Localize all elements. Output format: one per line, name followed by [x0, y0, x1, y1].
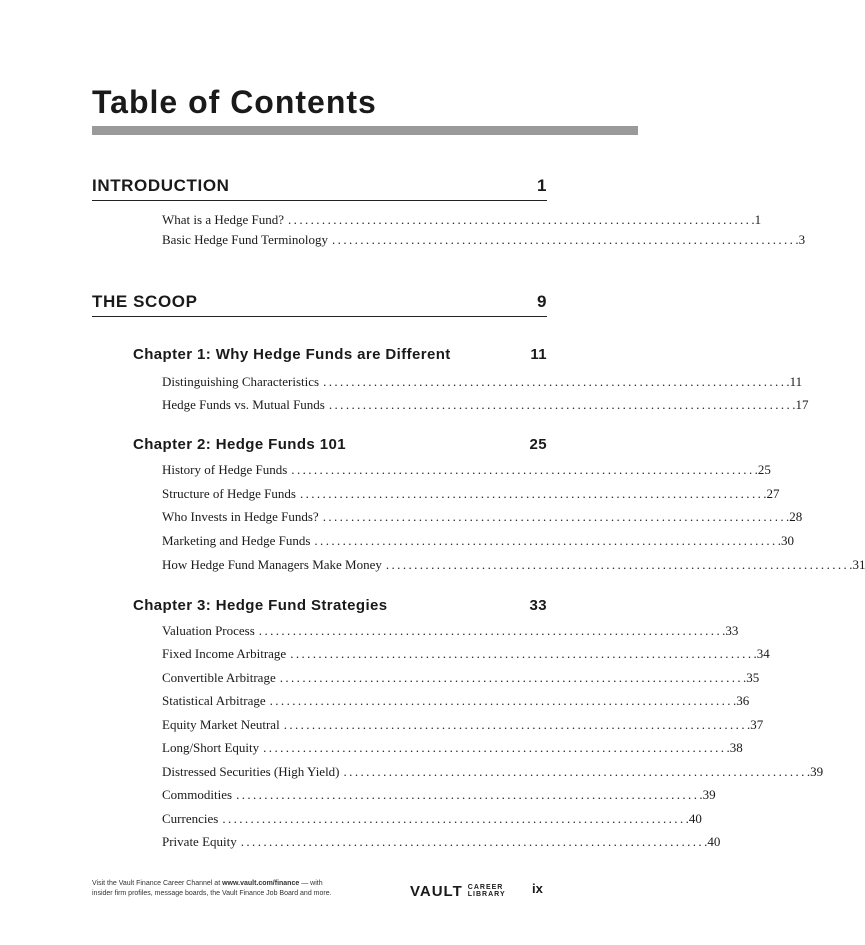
- entry-title: Statistical Arbitrage: [162, 693, 266, 708]
- entry-page: .34: [753, 646, 770, 661]
- footer-url-link[interactable]: www.vault.com/finance: [222, 880, 300, 887]
- chapter-page-number: 11: [530, 346, 547, 363]
- toc-entry[interactable]: [162, 645, 770, 663]
- entry-page: .33: [722, 623, 739, 638]
- toc-entry[interactable]: [162, 461, 771, 479]
- section-page-number: 9: [536, 292, 547, 311]
- entry-page: .39: [806, 764, 824, 779]
- leader-dots: ..................................................................................: [323, 374, 787, 389]
- entry-page: .17: [792, 397, 809, 412]
- footer-line1-pre: Visit the Vault Finance Career Channel at: [92, 880, 223, 887]
- entry-page: .11: [786, 374, 803, 389]
- entry-page: .35: [743, 670, 760, 685]
- entry-title: Basic Hedge Fund Terminology: [162, 232, 329, 247]
- entry-title: Currencies: [162, 811, 219, 826]
- toc-entry[interactable]: [162, 692, 750, 710]
- chapter-label: Chapter 3: Hedge Fund Strategies: [133, 597, 388, 614]
- entry-title: Long/Short Equity: [162, 740, 260, 755]
- toc-entry[interactable]: [162, 485, 780, 503]
- entry-title: Who Invests in Hedge Funds?: [162, 509, 319, 524]
- footer-line1-post: — with: [299, 880, 323, 887]
- entry-page: .36: [732, 693, 750, 708]
- brand-sub-career: CAREER: [467, 884, 504, 891]
- chapter-heading-1[interactable]: [133, 346, 547, 363]
- entry-title: What is a Hedge Fund?: [162, 212, 285, 227]
- entry-page: .3: [795, 232, 806, 247]
- leader-dots: ..................................................................................: [263, 740, 727, 755]
- toc-entry[interactable]: [162, 532, 794, 550]
- section-heading-introduction[interactable]: [92, 176, 547, 201]
- entry-page: .25: [754, 462, 771, 477]
- entry-title: Equity Market Neutral: [162, 717, 280, 732]
- toc-entry[interactable]: [162, 669, 760, 687]
- toc-entry[interactable]: [162, 833, 721, 851]
- section-heading-the-scoop[interactable]: [92, 292, 547, 317]
- entry-page: .38: [726, 740, 743, 755]
- toc-entry[interactable]: [162, 716, 764, 734]
- toc-entry[interactable]: [162, 739, 743, 757]
- leader-dots: ..................................................................................: [258, 623, 723, 638]
- toc-entry[interactable]: [162, 763, 824, 781]
- section-label: INTRODUCTION: [92, 176, 230, 195]
- entry-title: Marketing and Hedge Funds: [162, 533, 311, 548]
- entry-page: .27: [763, 486, 780, 501]
- entry-title: History of Hedge Funds: [162, 462, 288, 477]
- toc-entry[interactable]: [162, 508, 803, 526]
- brand-name: VAULT: [410, 882, 463, 900]
- chapter-page-number: 33: [529, 597, 547, 614]
- leader-dots: ..................................................................................: [291, 462, 755, 477]
- entry-page: .30: [777, 533, 794, 548]
- leader-dots: ..................................................................................: [269, 693, 733, 708]
- leader-dots: ..................................................................................: [322, 509, 787, 524]
- chapter-heading-3[interactable]: [133, 597, 547, 614]
- leader-dots: ..................................................................................: [236, 787, 700, 802]
- leader-dots: ..................................................................................: [314, 533, 778, 548]
- leader-dots: ..................................................................................: [343, 764, 807, 779]
- leader-dots: ..................................................................................: [288, 212, 752, 227]
- chapter-heading-2[interactable]: [133, 436, 547, 453]
- toc-entry[interactable]: [162, 810, 702, 828]
- footer-text: [92, 879, 402, 899]
- toc-entry[interactable]: [162, 231, 806, 249]
- toc-entry[interactable]: [162, 786, 716, 804]
- toc-entry[interactable]: [162, 396, 809, 414]
- toc-entry[interactable]: [162, 211, 762, 229]
- entry-title: Distinguishing Characteristics: [162, 374, 320, 389]
- title-rule: [92, 126, 638, 135]
- leader-dots: ..................................................................................: [290, 646, 754, 661]
- entry-title: Convertible Arbitrage: [162, 670, 276, 685]
- leader-dots: ..................................................................................: [328, 397, 793, 412]
- leader-dots: ..................................................................................: [385, 557, 850, 572]
- leader-dots: ..................................................................................: [332, 232, 796, 247]
- toc-entry[interactable]: [162, 622, 739, 640]
- entry-page: .1: [751, 212, 762, 227]
- leader-dots: ..................................................................................: [240, 834, 705, 849]
- entry-page: .28: [786, 509, 803, 524]
- page-number: ix: [532, 881, 543, 896]
- brand-sub-library: LIBRARY: [467, 891, 506, 898]
- leader-dots: ..................................................................................: [283, 717, 747, 732]
- leader-dots: ..................................................................................: [279, 670, 744, 685]
- entry-title: How Hedge Fund Managers Make Money: [162, 557, 382, 572]
- brand-subtitle: [468, 884, 506, 898]
- vault-logo: [410, 880, 506, 902]
- footer-line2: insider firm profiles, message boards, the Vault Finance Job Board and more.: [92, 890, 332, 897]
- entry-title: Private Equity: [162, 834, 237, 849]
- entry-title: Structure of Hedge Funds: [162, 486, 296, 501]
- entry-page: .40: [704, 834, 721, 849]
- entry-page: .37: [747, 717, 764, 732]
- entry-page: .31: [849, 557, 865, 572]
- entry-page: .39: [699, 787, 716, 802]
- section-label: THE SCOOP: [92, 292, 198, 311]
- toc-entry[interactable]: [162, 373, 803, 391]
- entry-title: Commodities: [162, 787, 233, 802]
- chapter-label: Chapter 1: Why Hedge Funds are Different: [133, 346, 451, 363]
- leader-dots: ..................................................................................: [222, 811, 686, 826]
- entry-page: .40: [685, 811, 702, 826]
- chapter-label: Chapter 2: Hedge Funds 101: [133, 436, 346, 453]
- leader-dots: ..................................................................................: [299, 486, 764, 501]
- page-title: Table of Contents: [92, 84, 377, 120]
- section-page-number: 1: [536, 176, 547, 195]
- entry-title: Hedge Funds vs. Mutual Funds: [162, 397, 325, 412]
- entry-title: Distressed Securities (High Yield): [162, 764, 340, 779]
- toc-entry[interactable]: [162, 556, 865, 574]
- entry-title: Valuation Process: [162, 623, 255, 638]
- chapter-page-number: 25: [529, 436, 547, 453]
- entry-title: Fixed Income Arbitrage: [162, 646, 287, 661]
